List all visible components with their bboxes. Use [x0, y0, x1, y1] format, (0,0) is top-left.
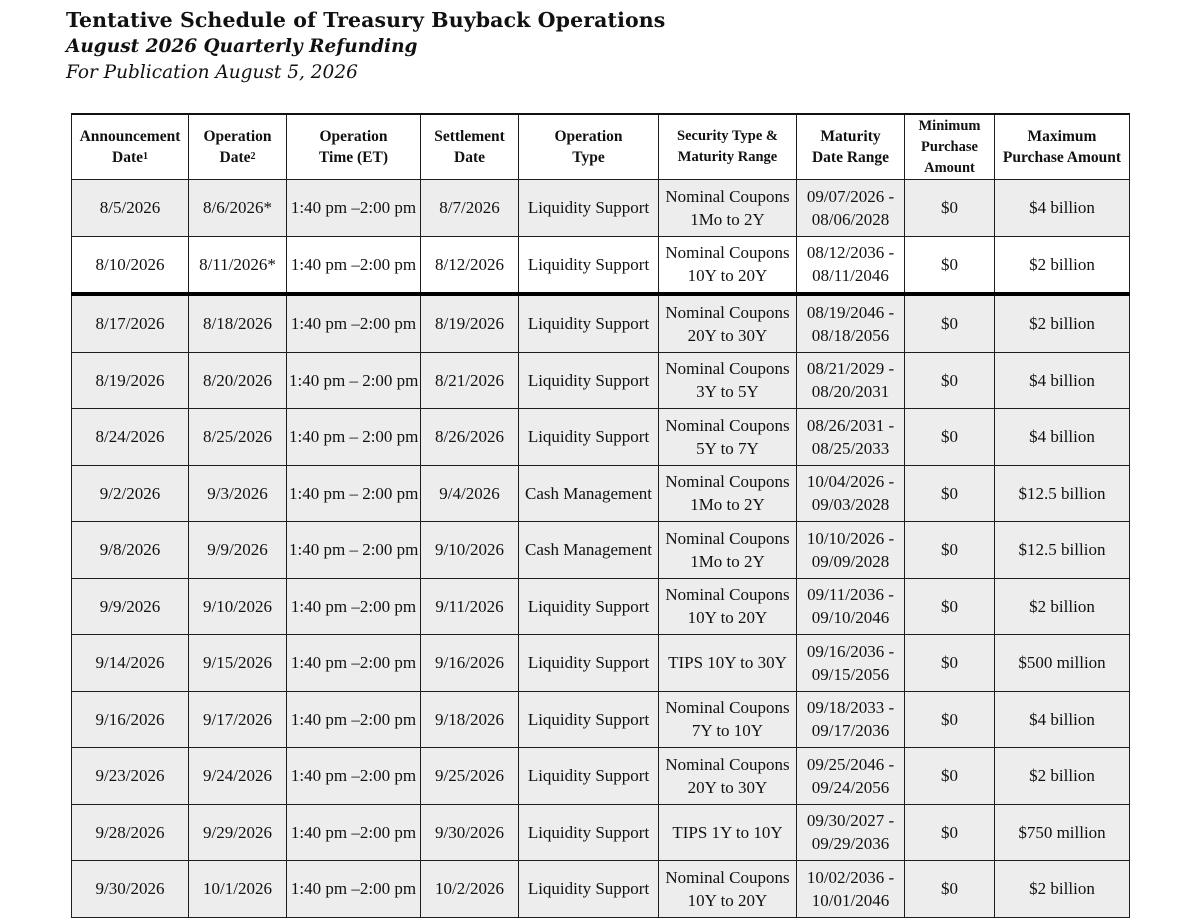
security-type-line2: 7Y to 10Y: [691, 721, 764, 741]
cell-operation-date: 9/29/2026: [189, 804, 287, 861]
publication-date: For Publication August 5, 2026: [66, 62, 358, 83]
cell-operation-date: 8/20/2026: [189, 352, 287, 409]
cell-settlement-date: 8/21/2026: [421, 352, 519, 409]
col-header-line1: Operation: [554, 128, 623, 145]
table-row: [72, 294, 1130, 352]
security-type-line2: 20Y to 30Y: [687, 777, 768, 797]
maturity-end: 09/29/2036: [811, 834, 890, 854]
cell-maximum-purchase: $2 billion: [995, 294, 1130, 352]
maturity-end: 09/24/2056: [811, 777, 890, 797]
col-header-line3: Amount: [924, 159, 975, 176]
cell-maturity-date-range: [797, 635, 905, 692]
cell-operation-type: Liquidity Support: [519, 352, 659, 409]
cell-operation-time: 1:40 pm –2:00 pm: [287, 691, 421, 748]
col-header-minimum-purchase: [905, 114, 995, 180]
cell-announcement-date: 9/23/2026: [72, 748, 189, 805]
col-header-line1: Minimum: [918, 117, 981, 134]
maturity-end: 09/03/2028: [811, 495, 890, 515]
cell-announcement-date: 8/5/2026: [72, 180, 189, 237]
maturity-start: 09/30/2027 -: [806, 811, 895, 831]
security-type-line1: Nominal Coupons: [665, 186, 790, 206]
cell-settlement-date: 9/4/2026: [421, 465, 519, 522]
cell-maturity-date-range: [797, 236, 905, 294]
cell-maximum-purchase: $4 billion: [995, 409, 1130, 466]
col-header-settlement-date: [421, 114, 519, 180]
cell-minimum-purchase: $0: [905, 465, 995, 522]
cell-operation-date: 8/25/2026: [189, 409, 287, 466]
cell-maturity-date-range: [797, 180, 905, 237]
table-row: [72, 578, 1130, 635]
maturity-end: 09/10/2046: [811, 608, 890, 628]
cell-operation-type: Liquidity Support: [519, 691, 659, 748]
security-type-line2: 10Y to 20Y: [687, 266, 768, 286]
cell-security-type: [659, 691, 797, 748]
cell-announcement-date: 9/9/2026: [72, 578, 189, 635]
security-type-line2: 1Mo to 2Y: [690, 209, 765, 229]
col-header-line1: Maximum: [1027, 128, 1097, 145]
cell-maturity-date-range: [797, 804, 905, 861]
cell-maximum-purchase: $2 billion: [995, 861, 1130, 918]
cell-operation-type: Liquidity Support: [519, 861, 659, 918]
cell-maximum-purchase: $4 billion: [995, 352, 1130, 409]
table-header-row: [72, 114, 1130, 180]
security-type-line2: 5Y to 7Y: [696, 438, 759, 458]
maturity-start: 09/07/2026 -: [806, 186, 895, 206]
cell-maximum-purchase: $2 billion: [995, 578, 1130, 635]
table-row: [72, 804, 1130, 861]
security-type-line1: Nominal Coupons: [665, 243, 790, 263]
cell-settlement-date: 9/30/2026: [421, 804, 519, 861]
maturity-start: 09/18/2033 -: [806, 698, 895, 718]
maturity-end: 09/15/2056: [811, 664, 890, 684]
footnote-marker: 1: [143, 151, 148, 162]
cell-announcement-date: 9/2/2026: [72, 465, 189, 522]
table-row: [72, 748, 1130, 805]
cell-maturity-date-range: [797, 748, 905, 805]
col-header-line1: Operation: [319, 128, 388, 145]
cell-operation-date: 9/3/2026: [189, 465, 287, 522]
cell-operation-date: 9/15/2026: [189, 635, 287, 692]
col-header-operation-time: [287, 114, 421, 180]
cell-settlement-date: 8/19/2026: [421, 294, 519, 352]
cell-maximum-purchase: $12.5 billion: [995, 522, 1130, 579]
cell-maximum-purchase: $2 billion: [995, 748, 1130, 805]
page-subtitle: August 2026 Quarterly Refunding: [66, 36, 418, 57]
cell-minimum-purchase: $0: [905, 804, 995, 861]
security-type-line2: 3Y to 5Y: [696, 382, 759, 402]
cell-operation-time: 1:40 pm –2:00 pm: [287, 635, 421, 692]
cell-maximum-purchase: $500 million: [995, 635, 1130, 692]
cell-maturity-date-range: [797, 861, 905, 918]
cell-operation-time: 1:40 pm – 2:00 pm: [287, 352, 421, 409]
cell-announcement-date: 9/14/2026: [72, 635, 189, 692]
security-type-line1: TIPS 10Y to 30Y: [668, 653, 787, 673]
cell-operation-date: 9/9/2026: [189, 522, 287, 579]
cell-operation-time: 1:40 pm –2:00 pm: [287, 294, 421, 352]
cell-operation-type: Cash Management: [519, 522, 659, 579]
page-title: Tentative Schedule of Treasury Buyback Operations: [66, 8, 666, 32]
maturity-start: 08/21/2029 -: [806, 359, 895, 379]
cell-minimum-purchase: $0: [905, 409, 995, 466]
maturity-end: 09/17/2036: [811, 721, 890, 741]
security-type-line1: Nominal Coupons: [665, 754, 790, 774]
cell-security-type: [659, 352, 797, 409]
cell-minimum-purchase: $0: [905, 180, 995, 237]
cell-operation-time: 1:40 pm –2:00 pm: [287, 804, 421, 861]
cell-maximum-purchase: $12.5 billion: [995, 465, 1130, 522]
cell-operation-type: Liquidity Support: [519, 635, 659, 692]
col-header-line1: Announcement: [79, 128, 181, 145]
cell-operation-date: 8/11/2026*: [189, 236, 287, 294]
col-header-line2: Purchase Amount: [1002, 149, 1122, 166]
table-row: [72, 352, 1130, 409]
cell-security-type: [659, 804, 797, 861]
cell-minimum-purchase: $0: [905, 748, 995, 805]
cell-maturity-date-range: [797, 691, 905, 748]
security-type-line1: Nominal Coupons: [665, 359, 790, 379]
cell-security-type: [659, 465, 797, 522]
cell-operation-date: 9/10/2026: [189, 578, 287, 635]
cell-operation-time: 1:40 pm – 2:00 pm: [287, 409, 421, 466]
cell-minimum-purchase: $0: [905, 578, 995, 635]
cell-operation-time: 1:40 pm –2:00 pm: [287, 748, 421, 805]
cell-minimum-purchase: $0: [905, 294, 995, 352]
table-row: [72, 236, 1130, 294]
cell-operation-type: Cash Management: [519, 465, 659, 522]
maturity-end: 09/09/2028: [811, 551, 890, 571]
cell-operation-type: Liquidity Support: [519, 804, 659, 861]
cell-maturity-date-range: [797, 409, 905, 466]
cell-operation-time: 1:40 pm –2:00 pm: [287, 180, 421, 237]
table-row: [72, 180, 1130, 237]
cell-minimum-purchase: $0: [905, 236, 995, 294]
table-row: [72, 465, 1130, 522]
cell-announcement-date: 9/28/2026: [72, 804, 189, 861]
maturity-end: 08/06/2028: [811, 209, 890, 229]
cell-operation-date: 10/1/2026: [189, 861, 287, 918]
cell-minimum-purchase: $0: [905, 522, 995, 579]
col-header-line2: Purchase: [921, 138, 978, 155]
col-header-operation-date: [189, 114, 287, 180]
cell-settlement-date: 9/16/2026: [421, 635, 519, 692]
cell-operation-date: 9/24/2026: [189, 748, 287, 805]
cell-settlement-date: 8/7/2026: [421, 180, 519, 237]
maturity-end: 08/25/2033: [811, 438, 890, 458]
col-header-operation-type: [519, 114, 659, 180]
cell-operation-date: 8/18/2026: [189, 294, 287, 352]
cell-announcement-date: 8/10/2026: [72, 236, 189, 294]
security-type-line2: 10Y to 20Y: [687, 890, 768, 910]
cell-operation-date: 9/17/2026: [189, 691, 287, 748]
cell-maturity-date-range: [797, 522, 905, 579]
security-type-line1: Nominal Coupons: [665, 698, 790, 718]
cell-minimum-purchase: $0: [905, 691, 995, 748]
security-type-line1: Nominal Coupons: [665, 472, 790, 492]
col-header-line1: Settlement: [434, 128, 505, 145]
cell-operation-type: Liquidity Support: [519, 578, 659, 635]
security-type-line1: Nominal Coupons: [665, 585, 790, 605]
cell-security-type: [659, 294, 797, 352]
cell-maturity-date-range: [797, 465, 905, 522]
cell-announcement-date: 9/30/2026: [72, 861, 189, 918]
col-header-line2: Type: [572, 149, 605, 166]
cell-security-type: [659, 635, 797, 692]
col-header-maximum-purchase: [995, 114, 1130, 180]
cell-security-type: [659, 578, 797, 635]
cell-security-type: [659, 861, 797, 918]
security-type-line1: Nominal Coupons: [665, 415, 790, 435]
col-header-line2: Date: [454, 149, 485, 166]
cell-announcement-date: 8/19/2026: [72, 352, 189, 409]
cell-operation-type: Liquidity Support: [519, 748, 659, 805]
cell-maturity-date-range: [797, 578, 905, 635]
cell-maximum-purchase: $2 billion: [995, 236, 1130, 294]
footnote-marker: 2: [250, 151, 256, 162]
maturity-end: 08/18/2056: [811, 325, 890, 345]
cell-minimum-purchase: $0: [905, 635, 995, 692]
cell-settlement-date: 9/11/2026: [421, 578, 519, 635]
security-type-line2: 10Y to 20Y: [687, 608, 768, 628]
cell-settlement-date: 8/12/2026: [421, 236, 519, 294]
cell-operation-time: 1:40 pm – 2:00 pm: [287, 465, 421, 522]
col-header-announcement-date: [72, 114, 189, 180]
col-header-line1: Maturity: [820, 128, 881, 145]
maturity-start: 08/19/2046 -: [806, 302, 895, 322]
cell-settlement-date: 9/10/2026: [421, 522, 519, 579]
col-header-security-type: [659, 114, 797, 180]
cell-maximum-purchase: $750 million: [995, 804, 1130, 861]
col-header-line2: Date: [219, 149, 251, 166]
cell-operation-type: Liquidity Support: [519, 409, 659, 466]
security-type-line1: Nominal Coupons: [665, 528, 790, 548]
table-row: [72, 861, 1130, 918]
cell-announcement-date: 9/8/2026: [72, 522, 189, 579]
cell-security-type: [659, 522, 797, 579]
maturity-start: 09/25/2046 -: [806, 754, 895, 774]
maturity-start: 09/11/2036 -: [807, 585, 894, 605]
security-type-line1: Nominal Coupons: [665, 867, 790, 887]
cell-operation-date: 8/6/2026*: [189, 180, 287, 237]
col-header-line1: Security Type &: [677, 128, 778, 144]
cell-announcement-date: 9/16/2026: [72, 691, 189, 748]
security-type-line1: Nominal Coupons: [665, 302, 790, 322]
maturity-start: 10/10/2026 -: [806, 528, 895, 548]
maturity-start: 10/04/2026 -: [806, 472, 895, 492]
maturity-end: 10/01/2046: [811, 890, 890, 910]
cell-settlement-date: 8/26/2026: [421, 409, 519, 466]
table-row: [72, 409, 1130, 466]
col-header-line2: Date Range: [811, 149, 890, 166]
cell-minimum-purchase: $0: [905, 352, 995, 409]
cell-minimum-purchase: $0: [905, 861, 995, 918]
table-row: [72, 691, 1130, 748]
cell-security-type: [659, 236, 797, 294]
cell-operation-type: Liquidity Support: [519, 294, 659, 352]
cell-security-type: [659, 748, 797, 805]
security-type-line1: TIPS 1Y to 10Y: [672, 822, 783, 842]
col-header-line2: Time (ET): [318, 149, 389, 166]
cell-announcement-date: 8/17/2026: [72, 294, 189, 352]
cell-operation-type: Liquidity Support: [519, 180, 659, 237]
maturity-end: 08/20/2031: [811, 382, 890, 402]
maturity-end: 08/11/2046: [812, 266, 889, 286]
cell-operation-type: Liquidity Support: [519, 236, 659, 294]
cell-security-type: [659, 180, 797, 237]
security-type-line2: 1Mo to 2Y: [690, 551, 765, 571]
cell-settlement-date: 9/18/2026: [421, 691, 519, 748]
col-header-maturity-date-range: [797, 114, 905, 180]
maturity-start: 10/02/2036 -: [806, 867, 895, 887]
cell-maximum-purchase: $4 billion: [995, 691, 1130, 748]
cell-operation-time: 1:40 pm – 2:00 pm: [287, 522, 421, 579]
security-type-line2: 20Y to 30Y: [687, 325, 768, 345]
col-header-line1: Operation: [203, 128, 272, 145]
maturity-start: 09/16/2036 -: [806, 641, 895, 661]
cell-maturity-date-range: [797, 352, 905, 409]
table-row: [72, 522, 1130, 579]
table-row: [72, 635, 1130, 692]
cell-maturity-date-range: [797, 294, 905, 352]
cell-announcement-date: 8/24/2026: [72, 409, 189, 466]
security-type-line2: 1Mo to 2Y: [690, 495, 765, 515]
col-header-line2: Date: [112, 149, 143, 166]
buyback-schedule-table: [71, 113, 1130, 918]
cell-maximum-purchase: $4 billion: [995, 180, 1130, 237]
table-body: [72, 180, 1130, 918]
cell-operation-time: 1:40 pm –2:00 pm: [287, 861, 421, 918]
cell-operation-time: 1:40 pm –2:00 pm: [287, 236, 421, 294]
cell-settlement-date: 10/2/2026: [421, 861, 519, 918]
cell-security-type: [659, 409, 797, 466]
cell-settlement-date: 9/25/2026: [421, 748, 519, 805]
maturity-start: 08/26/2031 -: [806, 415, 895, 435]
maturity-start: 08/12/2036 -: [806, 243, 895, 263]
col-header-line2: Maturity Range: [677, 149, 778, 165]
cell-operation-time: 1:40 pm –2:00 pm: [287, 578, 421, 635]
